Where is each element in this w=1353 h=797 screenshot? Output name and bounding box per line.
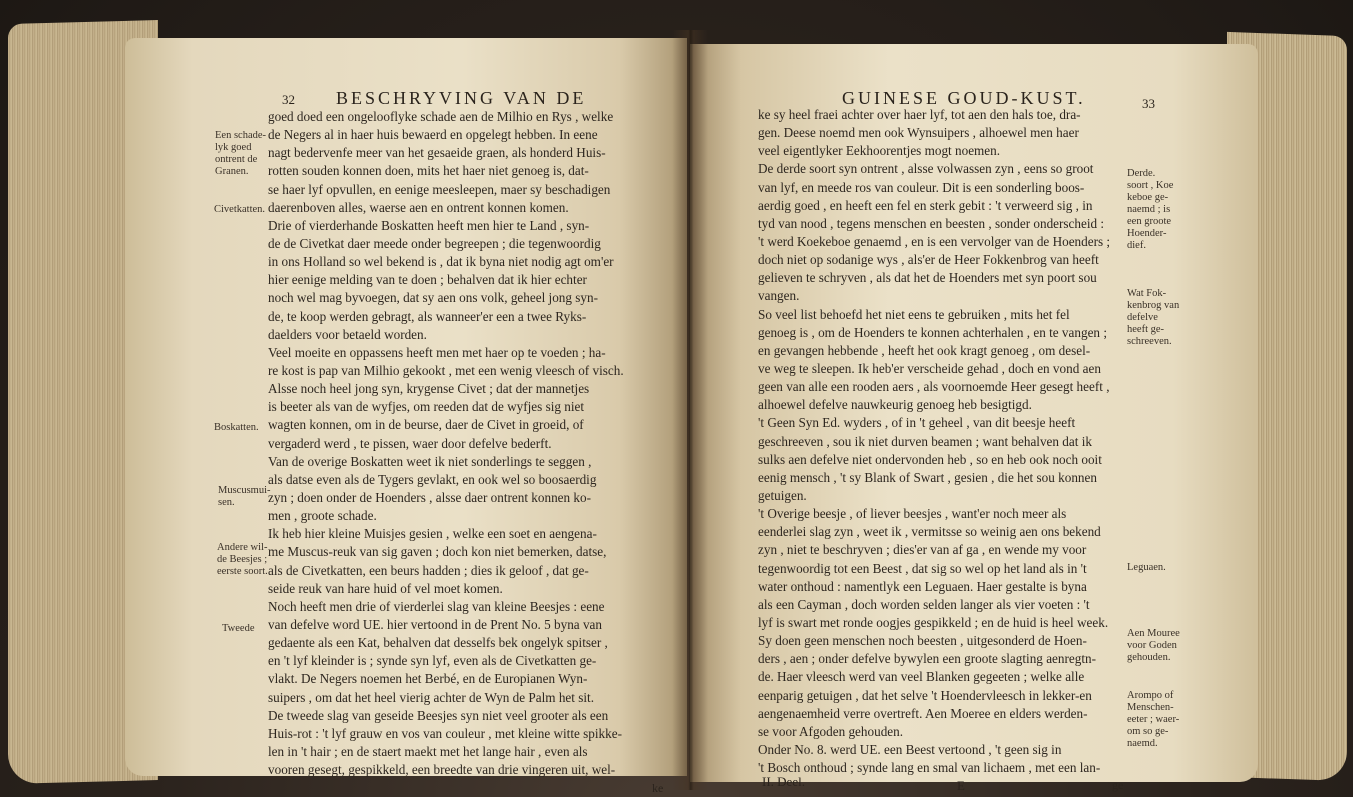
left-catchword: ke [652,781,664,795]
margin-note: ontrent de [215,154,258,165]
margin-note: Boskatten. [214,422,259,433]
text-line: Sy doen geen menschen noch beesten , uitgesonderd de Hoen- [758,633,1087,649]
margin-note: naemd. [1127,738,1158,749]
text-line: re kost is pap van Milhio gekookt , met een wenig vleesch of visch. [268,362,624,378]
text-line: So veel list behoefd het niet eens te gebruiken , mits het fel [758,306,1070,322]
right-signature: II. Deel. [762,774,805,789]
text-line: van defelve word UE. hier vertoond in de Prent No. 5 byna van [268,616,602,632]
margin-note: om so ge- [1127,726,1169,737]
right-running-head: GUINESE GOUD-KUST. [842,88,1086,108]
text-line: aengenaemheid verre overtreft. Aen Moeree en elders werden- [758,705,1088,721]
left-page-number: 32 [282,92,295,107]
text-line: daelders voor betaeld worden. [268,326,427,342]
text-line: als datse even als de Tygers gevlakt, en ook wel so boosaerdig [268,471,597,487]
text-line: goed doed een ongelooflyke schade aen de Milhio en Rys , welke [268,109,614,124]
margin-note: soort , Koe [1127,180,1174,191]
text-line: als een Cayman , doch worden selden langer als vier voeten : 't [758,596,1090,612]
book-gutter [672,30,708,790]
text-line: Noch heeft men drie of vierderlei slag van kleine Beesjes : eene [268,598,605,614]
text-line: lyf is swart met ronde oogjes gespikkeld ; en de huid is heel week. [758,614,1109,630]
margin-note: een groote [1127,216,1172,227]
margin-note: gehouden. [1127,652,1171,663]
text-line: gedaente als een Kat, behalven dat desselfs bek ongelyk spitser , [268,635,608,651]
text-line: wagten konnen, om in de beurse, daer de Civet in groeid, of [268,417,584,433]
text-line: rotten souden konnen doen, mits het haer niet genoeg is, dat- [268,163,589,179]
text-line: geschreeven , sou ik niet durven beamen ; want behalven dat ik [758,433,1092,449]
text-line: se voor Afgoden gehouden. [758,723,904,739]
text-line: Van de overige Boskatten weet ik niet sonderlings te seggen , [268,453,592,469]
text-line: in ons Holland so wel bekend is , dat ik byna niet nodig agt om'er [268,254,614,270]
text-line: vooren gesegt, gespikkeld, een breedte van drie vingeren uit, wel- [268,762,616,778]
text-line: ders , aen ; onder defelve bywylen een groote slagting aenregtn- [758,651,1096,667]
text-line: gelieven te schryven , als dat het de Hoenders met syn poort sou [758,270,1097,286]
text-line: ke sy heel fraei achter over haer lyf, tot aen den hals toe, dra- [758,107,1081,122]
text-line: is beeter als van de wyfjes, om reeden dat de wyfjes sig niet [268,399,585,415]
text-line: Ik heb hier kleine Muisjes gesien , welke een soet en aengena- [268,526,597,542]
text-line: me Muscus-reuk van sig gaven ; doch kon niet bemerken, datse, [268,544,607,560]
text-line: hier eenige melding van te doen ; behalven dat ik hier echter [268,272,587,288]
text-line: als de Civetkatten, een beurs hadden ; dies ik geloof , dat ge- [268,562,589,578]
margin-note: Muscusmui- [218,485,271,496]
text-line: ve weg te sleepen. Ik heb'er verscheide gehad , doch en vond aen [758,360,1101,376]
text-line: de. Haer vleesch werd van veel Blanken gegeeten ; welke alle [758,669,1085,685]
margin-note: eeter ; waer- [1127,714,1180,725]
margin-note: Leguaen. [1127,562,1166,573]
text-line: seide reuk van hare huid of vel moet komen. [268,580,503,596]
margin-note: Hoender- [1127,228,1167,239]
margin-note: Tweede [222,623,255,634]
margin-note: Andere wil- [217,542,268,553]
text-line: De derde soort syn ontrent , alsse volwassen zyn , eens so groot [758,161,1094,177]
margin-note: lyk goed [215,142,252,153]
text-line: getuigen. [758,487,807,503]
text-line: genoeg is , om de Hoenders te konnen achterhalen , en te vangen ; [758,324,1107,340]
margin-note: kenbrog van [1127,300,1180,311]
text-line: eenig mensch , 't sy Blank of Swart , gesien , die het sou konnen [758,469,1097,485]
left-running-head: BESCHRYVING VAN DE [336,88,587,108]
text-line: de de Civetkat daer meede onder begreepen ; die tegenwoordig [268,235,601,251]
margin-note: Menschen- [1127,702,1174,713]
text-line: de, te koop werden gebragt, als wanneer'er een a twee Ryks- [268,308,587,324]
text-line: doch niet op sodanige wys , als'er de Heer Fokkenbrog van heeft [758,252,1099,268]
margin-note: defelve [1127,312,1158,323]
right-body-text [758,106,1118,777]
margin-note: Een schade- [215,130,267,141]
text-line: van lyf, en meede ros van couleur. Dit is een sonderling boos- [758,179,1085,195]
text-line: en 't lyf kleinder is ; synde syn lyf, even als de Civetkatten ge- [268,653,597,669]
right-catchword: ge [1112,778,1124,792]
text-line: vangen. [758,288,800,304]
text-line: geen van alle een rooden aers , als voornoemde Heer gesegt heeft , [758,379,1110,395]
text-line: vergaderd werd , te pissen, waer door defelve bederft. [268,435,552,451]
margin-note: schreeven. [1127,336,1172,347]
margin-note: Arompo of [1127,690,1174,701]
text-line: men , groote schade. [268,508,377,524]
text-line: en gevangen hebbende , heeft het ook kragt genoeg , om desel- [758,342,1091,358]
margin-note: sen. [218,497,235,508]
left-body-text [268,108,668,779]
text-line: tegenwoordig tot een Beest , dat sig so wel op het land als in 't [758,560,1087,576]
text-line: aerdig goed , en heeft een fel en sterk gebit : 't verweerd sig , in [758,197,1093,213]
right-signature-letter: E [957,778,965,793]
text-line: Drie of vierderhande Boskatten heeft men hier te Land , syn- [268,217,590,233]
text-line: len in 't hair ; en de staert maekt met het lange hair , even als [268,743,588,759]
text-line: zyn , niet te beschryven ; dies'er van af ga , en wende my voor [758,542,1087,558]
margin-note: dief. [1127,240,1146,251]
text-line: eenderlei slag zyn , weet ik , vermitsse so weinig aen ons bekend [758,524,1101,540]
text-line: eenparig getuigen , dat het selve 't Hoendervleesch in lekker-en [758,687,1092,703]
text-line: Huis-rot : 't lyf grauw en vos van couleur , met kleine witte spikke- [268,725,622,741]
margin-note: eerste soort. [217,566,268,577]
text-line: daerenboven alles, waerse aen en ontrent konnen komen. [268,199,569,215]
text-line: 't Overige beesje , of liever beesjes , want'er noch meer als [758,506,1067,522]
text-line: alhoewel defelve nauwkeurig genoeg heb besigtigd. [758,397,1032,413]
margin-note: Aen Mouree [1127,628,1180,639]
margin-note: Granen. [215,166,249,177]
text-line: water onthoud : namentlyk een Leguaen. Haer gestalte is byna [758,578,1087,594]
margin-note: naemd ; is [1127,204,1171,215]
text-line: 't Geen Syn Ed. wyders , of in 't geheel , van dit beesje heeft [758,415,1076,431]
text-line: 't werd Koekeboe genaemd , en is een vervolger van de Hoenders ; [758,233,1111,249]
margin-note: de Beesjes ; [217,554,268,565]
text-line: 't Bosch onthoud ; synde lang en smal van lichaem , met een lan- [758,760,1101,776]
margin-note: heeft ge- [1127,324,1165,335]
margin-note: voor Goden [1127,640,1177,651]
text-line: tyd van nood , tegens menschen en beesten , sonder onderscheid : [758,215,1105,231]
margin-note: Derde. [1127,168,1156,179]
text-line: Veel moeite en oppassens heeft men met haer op te voeden ; ha- [268,344,606,360]
right-page-number: 33 [1142,96,1155,111]
text-line: Alsse noch heel jong syn, krygense Civet ; dat der mannetjes [268,381,590,397]
text-line: nagt bedervenfe meer van het gesaeide graen, als honderd Huis- [268,145,606,161]
margin-note: Wat Fok- [1127,288,1167,299]
text-line: de Negers al in haer huis bewaerd en opgelegt hebben. In eene [268,127,598,143]
margin-note: Civetkatten. [214,204,266,215]
text-line: Onder No. 8. werd UE. een Beest vertoond , 't geen sig in [758,741,1062,757]
text-line: noch wel mag byvoegen, dat sy aen ons volk, geheel jong syn- [268,290,598,306]
text-line: se haer lyf opvullen, en eenige meesleepen, maer sy beschadigen [268,181,611,197]
text-line: De tweede slag van geseide Beesjes syn niet veel grooter als een [268,707,609,723]
text-line: veel eigentlyker Eekhoorentjes mogt noemen. [758,143,1001,159]
text-line: vlakt. De Negers noemen het Berbé, en de Europianen Wyn- [268,671,588,687]
text-line: sulks aen defelve niet ondervonden heb , so en heb ook noch ooit [758,451,1102,467]
margin-note: keboe ge- [1127,192,1169,203]
text-line: zyn ; doen onder de Hoenders , alsse daer ontrent konnen ko- [268,489,591,505]
text-line: suipers , om dat het heel vierig achter de Wyn de Palm het sit. [268,689,594,705]
text-line: gen. Deese noemd men ook Wynsuipers , alhoewel men haer [758,125,1079,141]
